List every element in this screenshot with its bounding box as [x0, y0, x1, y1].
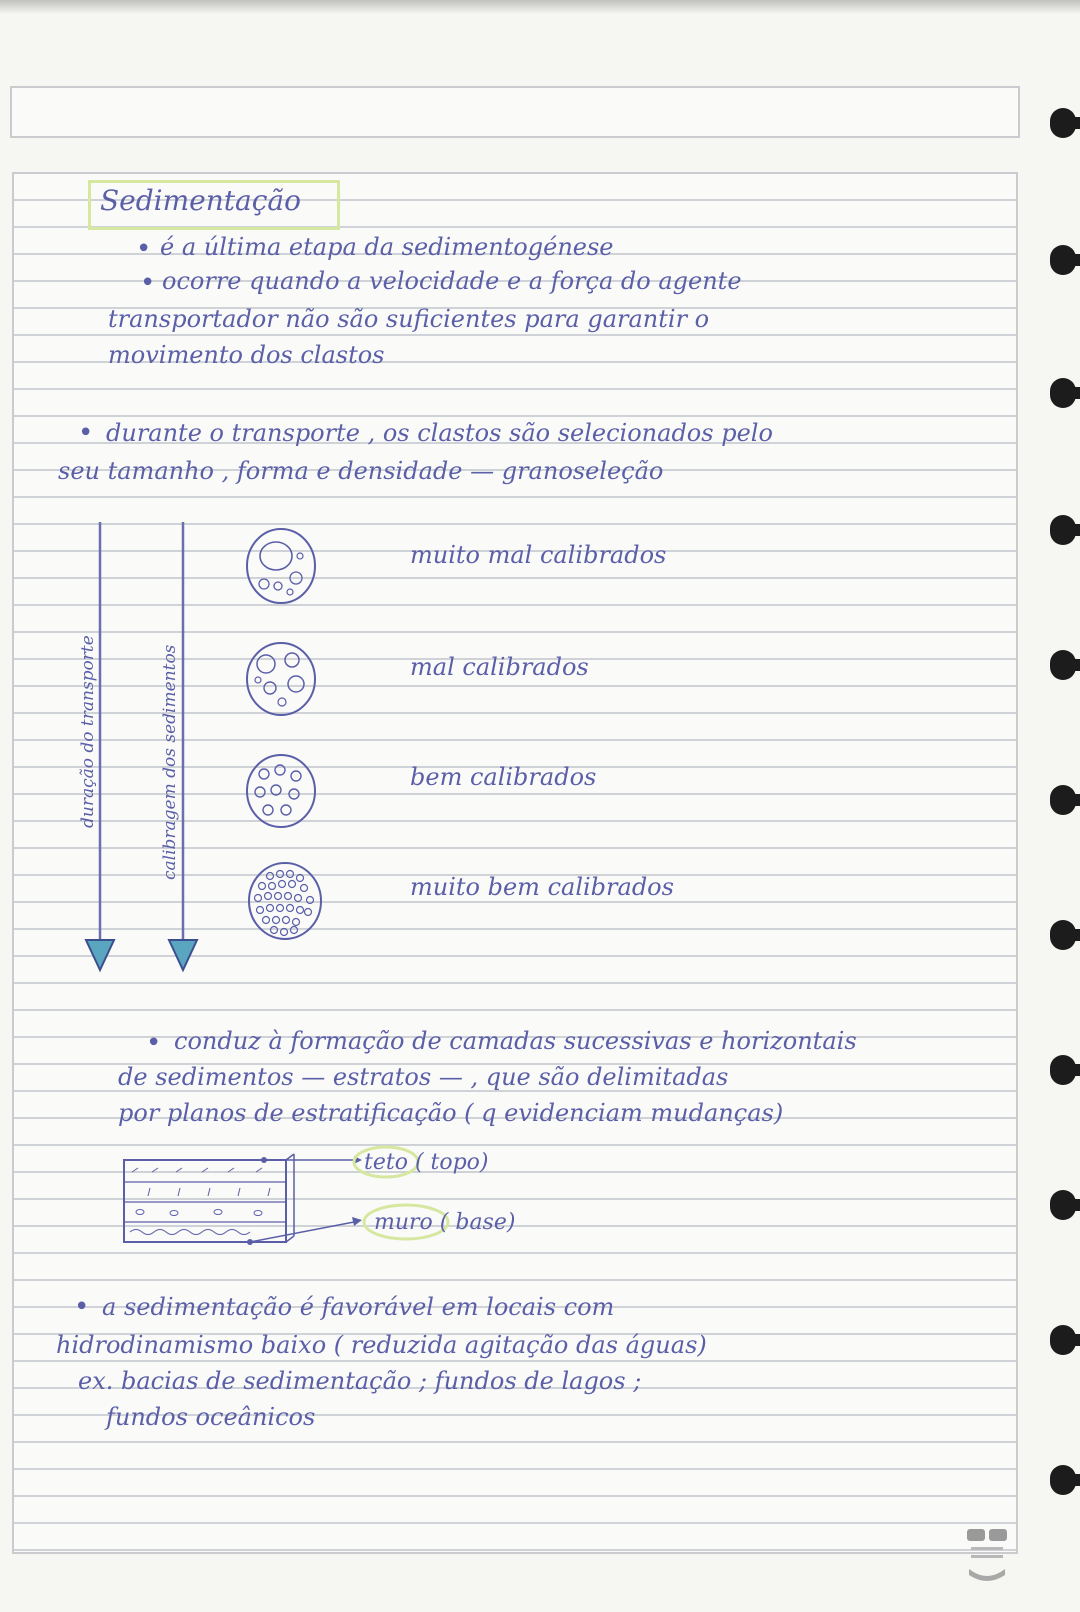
- note-line: transportador não são suficientes para garantir o: [108, 305, 710, 333]
- sorting-label-text: bem calibrados: [410, 763, 597, 791]
- clast-very-well-sorted-icon: [246, 860, 324, 942]
- sorting-label: [410, 762, 596, 792]
- note-line: é a última etapa da sedimentogénese: [160, 233, 614, 261]
- app-logo-icon: [965, 1525, 1011, 1585]
- strata-block-diagram: [118, 1150, 368, 1250]
- tecto-label: teto ( topo): [364, 1150, 489, 1175]
- clast-well-sorted-icon: [244, 752, 318, 830]
- binder-ring: [1050, 1190, 1080, 1220]
- bullet-dot: •: [146, 1028, 162, 1058]
- binder-ring: [1050, 920, 1080, 950]
- binder-ring: [1050, 108, 1080, 138]
- note-line: por planos de estratificação ( q evidenciam mudanças): [118, 1099, 784, 1127]
- sorting-label-text: muito bem calibrados: [410, 873, 674, 901]
- sorting-label: [410, 872, 674, 902]
- page-title: Sedimentação: [100, 184, 301, 217]
- binder-ring: [1050, 1325, 1080, 1355]
- clast-poorly-sorted-icon: [244, 640, 318, 718]
- binder-ring: [1050, 1465, 1080, 1495]
- note-line: hidrodinamismo baixo ( reduzida agitação das águas): [56, 1331, 707, 1359]
- note-line: durante o transporte , os clastos são selecionados pelo: [106, 419, 773, 447]
- note-line: seu tamanho , forma e densidade — granoseleção: [58, 457, 664, 485]
- note-line: de sedimentos — estratos — , que são delimitadas: [118, 1063, 729, 1091]
- binder-ring: [1050, 245, 1080, 275]
- sorting-label: [410, 540, 666, 570]
- binder-ring: [1050, 1055, 1080, 1085]
- note-line: movimento dos clastos: [108, 341, 385, 369]
- binder-ring: [1050, 378, 1080, 408]
- note-line: conduz à formação de camadas sucessivas e horizontais: [174, 1027, 857, 1055]
- bullet-dot: •: [78, 418, 94, 448]
- header-strip: [10, 86, 1020, 138]
- bullet-dot: •: [74, 1292, 90, 1322]
- bullet-dot: •: [136, 234, 152, 264]
- sorting-label-text: muito mal calibrados: [410, 541, 667, 569]
- note-line: ocorre quando a velocidade e a força do agente: [162, 267, 742, 295]
- note-line: a sedimentação é favorável em locais com: [102, 1293, 615, 1321]
- binder-ring: [1050, 515, 1080, 545]
- top-shadow: [0, 0, 1080, 14]
- axis-label-calibration: calibragem dos sedimentos: [160, 644, 180, 880]
- clast-very-poorly-sorted-icon: [244, 526, 318, 606]
- note-line: ex. bacias de sedimentação ; fundos de lagos ;: [78, 1367, 642, 1395]
- sorting-label: [410, 652, 589, 682]
- binder-ring: [1050, 650, 1080, 680]
- binder-ring: [1050, 785, 1080, 815]
- axis-label-transport: duração do transporte: [78, 635, 98, 828]
- sorting-label-text: mal calibrados: [410, 653, 589, 681]
- bullet-dot: •: [140, 268, 156, 298]
- muro-label: muro ( base): [374, 1210, 516, 1235]
- note-line: fundos oceânicos: [106, 1403, 316, 1431]
